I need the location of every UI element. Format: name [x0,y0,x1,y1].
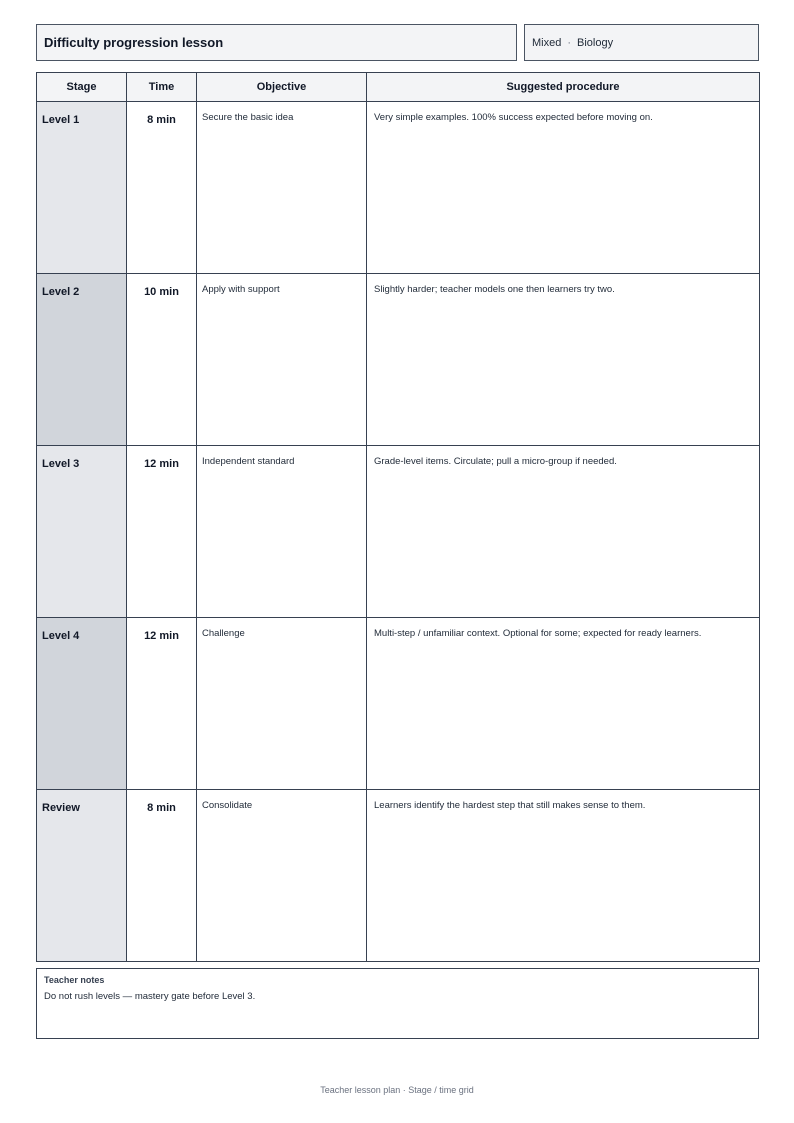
grid-header-row [37,73,760,102]
lesson-title-box [36,24,517,61]
objective-cell: Secure the basic idea [197,102,367,274]
stage-time-grid [36,72,760,962]
meta-separator: · [567,36,572,49]
stage-cell: Level 1 [37,102,127,274]
objective-cell: Consolidate [197,790,367,962]
lesson-meta-box [524,24,759,61]
page-footer: Teacher lesson plan · Stage / time grid [320,1085,474,1095]
teacher-notes-box [36,968,759,1039]
table-row [37,790,760,962]
objective-cell: Apply with support [197,274,367,446]
stage-cell: Level 3 [37,446,127,618]
subject-label: Biology [577,36,614,49]
table-row [37,618,760,790]
objective-cell: Independent standard [197,446,367,618]
time-cell: 10 min [127,274,197,446]
column-header-procedure: Suggested procedure [367,73,760,102]
stage-cell: Level 4 [37,618,127,790]
stage-cell: Level 2 [37,274,127,446]
procedure-cell: Very simple examples. 100% success expected before moving on. [367,102,760,274]
time-cell: 8 min [127,790,197,962]
time-cell: 12 min [127,618,197,790]
column-header-objective: Objective [197,73,367,102]
procedure-cell: Multi-step / unfamiliar context. Optional for some; expected for ready learners. [367,618,760,790]
table-row [37,446,760,618]
table-row [37,102,760,274]
time-cell: 12 min [127,446,197,618]
stage-cell: Review [37,790,127,962]
procedure-cell: Slightly harder; teacher models one then learners try two. [367,274,760,446]
time-cell: 8 min [127,102,197,274]
teacher-notes-text: Do not rush levels — mastery gate before Level 3. [44,991,256,1002]
table-row [37,274,760,446]
column-header-time: Time [127,73,197,102]
lesson-title: Difficulty progression lesson [44,35,224,50]
teacher-notes-label: Teacher notes [44,975,105,985]
objective-cell: Challenge [197,618,367,790]
group-label: Mixed [532,36,562,49]
procedure-cell: Grade-level items. Circulate; pull a micro-group if needed. [367,446,760,618]
column-header-stage: Stage [37,73,127,102]
procedure-cell: Learners identify the hardest step that still makes sense to them. [367,790,760,962]
